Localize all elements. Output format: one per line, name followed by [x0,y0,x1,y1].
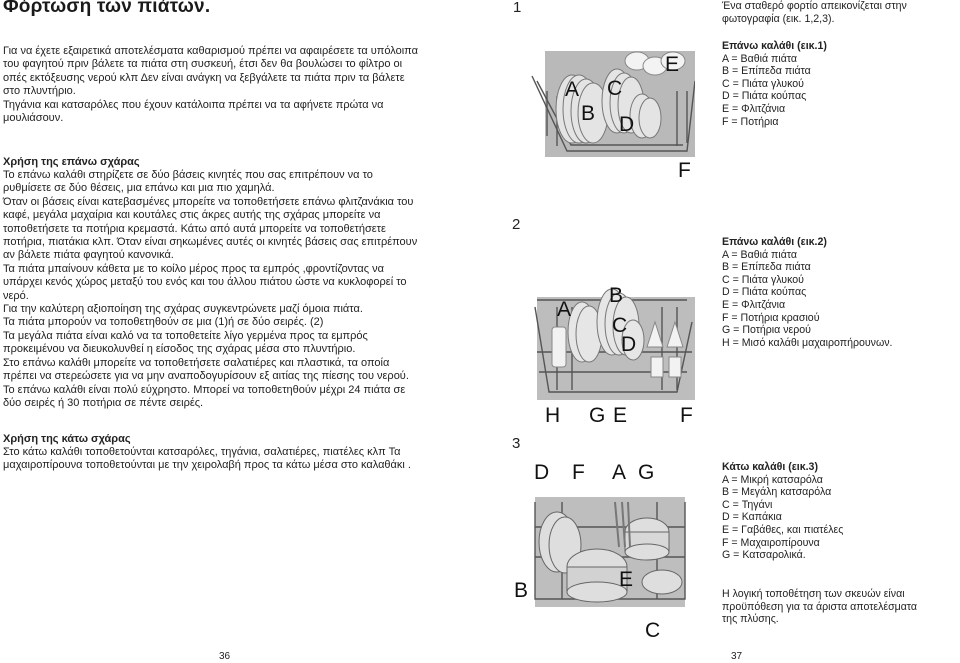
legend-item: A = Βαθιά πιάτα [722,248,798,261]
legend-item: E = Φλιτζάνια [722,298,786,311]
intro-line: Τηγάνια και κατσαρόλες που έχουν κατάλοιπα πρέπει να τα αφήνετε πρώτα να [3,98,384,111]
upper-text-line: αν βάλετε πιάτα φαγητού κανονικά. [3,249,174,262]
intro-line: Για να έχετε εξαιρετικά αποτελέσματα καθαρισμού πρέπει να αφαιρέσετε τα υπόλοιπα [3,45,418,57]
figure-2-label-d: D [621,333,637,356]
lower-text-line: Στο κάτω καλάθι τοποθετούνται κατσαρόλες, τηγάνια, σαλατιέρες, πιατέλες κλπ Τα [3,446,401,458]
figure-3-legend-heading: Κάτω καλάθι (εικ.3) [722,461,818,473]
intro-paragraph [3,45,449,125]
upper-rack-heading: Χρήση της επάνω σχάρας [3,156,140,168]
upper-text-line: Στο επάνω καλάθι μπορείτε να τοποθετήσετε σαλατιέρες και πλαστικά, τα οποία [3,356,390,369]
legend-item: H = Μισό καλάθι μαχαιροπήρουνων. [722,336,893,349]
figure-3-label-a: A [612,461,627,484]
upper-text-line: Τα πιάτα μπορούν να τοποθετηθούν σε μια (1)ή σε δύο σειρές. (2) [3,316,324,329]
upper-text-line: πρέπει να στερεώσετε για να μην αναποδογυρίσουν εξ αιτίας της πίεσης του νερού. [3,370,409,383]
figure-1-legend [722,40,958,128]
figure-2-label-h: H [545,404,561,427]
upper-text-line: προκειμένου να διευκολυνθεί η είσοδος της σχάρας μέσα στο πλυντήριο. [3,343,356,356]
upper-text-line: Το επάνω καλάθι στηρίζετε σε δύο βάσεις κινητές που σας επιτρέπουν να το [3,169,373,181]
legend-item: F = Ποτήρια κρασιού [722,311,820,324]
figure-3-photo [527,487,695,607]
upper-text-line: Για την καλύτερη αξιοποίηση της σχάρας συγκεντρώνετε μαζί όμοια πιάτα. [3,303,363,316]
photo-caption [722,0,958,25]
upper-text-line: τοποθετήσετε τα ποτήρια κρεμαστά. Κάτω από αυτά μπορείτε να τοποθετήσετε [3,222,386,235]
figure-1-legend-heading: Επάνω καλάθι (εικ.1) [722,40,827,52]
legend-item: C = Τηγάνι [722,498,773,511]
figure-1-label-e: E [665,53,680,76]
figure-3-label-e: E [619,568,634,591]
figure-3-label-g: G [638,461,655,484]
note-line: Η λογική τοποθέτηση των σκευών είναι [722,588,905,600]
caption-line: φωτογραφία (εικ. 1,2,3). [722,12,835,25]
page-title: Φόρτωση των πιάτων. [3,0,211,17]
figure-1-label-f: F [678,159,691,182]
legend-item: D = Πιάτα κούπας [722,90,807,103]
lower-rack-heading: Χρήση της κάτω σχάρας [3,433,131,445]
upper-text-line: ρυθμίσετε σε δύο θέσεις, μια επάνω και μια πιο χαμηλά. [3,182,275,195]
figure-1-label-a: A [565,78,580,101]
figure-1-label-b: B [581,102,596,125]
note-line: της πλύσης. [722,613,779,626]
intro-line: οπές εκτόξευσης νερού κλπ Δεν είναι ανάγκη να ξεβγάλετε τα πιάτα πριν τα βάλετε [3,71,405,84]
figure-3-label-b: B [514,579,529,602]
legend-item: A = Μικρή κατσαρόλα [722,473,823,486]
figure-2-photo [527,252,695,400]
intro-line: μουλιάσουν. [3,112,64,125]
figure-3-note [722,588,958,626]
figure-3-label-c: C [645,619,661,642]
legend-item: D = Πιάτα κούπας [722,286,807,299]
legend-item: B = Επίπεδα πιάτα [722,261,811,274]
legend-item: F = Μαχαιροπίρουνα [722,536,820,549]
upper-rack-text [3,169,449,410]
page-number-right: 37 [731,651,743,662]
figure-2-label-a: A [557,298,572,321]
upper-text-line: καφέ, μεγάλα μαχαίρια και κουτάλες στις άκρες αυτής της σχάρας μπορείτε να [3,209,381,222]
figure-number-3: 3 [512,435,521,452]
figure-3-label-d: D [534,461,550,484]
figure-3-legend [722,461,958,562]
upper-text-line: νερό. [3,289,29,302]
legend-item: E = Φλιτζάνια [722,102,786,115]
legend-item: D = Καπάκια [722,511,782,524]
upper-text-line: Το επάνω καλάθι είναι πολύ εύχρηστο. Μπορεί να τοποθετηθούν μέχρι 24 πιάτα σε [3,383,406,396]
figure-2-legend-heading: Επάνω καλάθι (εικ.2) [722,236,827,248]
figure-1-label-c: C [607,77,623,100]
caption-line: Ένα σταθερό φορτίο απεικονίζεται στην [722,0,907,12]
figure-number-2: 2 [512,216,521,233]
figure-2-label-b: B [609,284,624,307]
upper-text-line: υπάρχει κενός χώρος μεταξύ του ενός και του άλλου πιάτου ώστε να κυκλοφορεί το [3,276,407,289]
legend-item: E = Γαβάθες, και πιατέλες [722,523,844,536]
upper-text-line: ποτήρια, πιατάκια κλπ. Όταν είναι σηκωμένες αυτές οι κινητές βάσεις σας επιτρέπουν [3,236,418,249]
upper-text-line: Όταν οι βάσεις είναι κατεβασμένες μπορείτε να τοποθετήσετε επάνω φλιτζανάκια του [3,195,414,208]
figure-2-label-f: F [680,404,693,427]
figure-2-label-c: C [612,314,628,337]
upper-text-line: Τα πιάτα μπαίνουν κάθετα με το κοίλο μέρος προς τα εμπρός ,φροντίζοντας να [3,262,384,275]
intro-line: του φαγητού πριν βάλετε τα πιάτα στη συσκευή, έτσι δεν θα βουλώσει το φίλτρο οι [3,58,403,71]
figure-2-label-e: E [613,404,628,427]
legend-item: B = Επίπεδα πιάτα [722,65,811,78]
figure-2-label-g: G [589,404,606,427]
legend-item: F = Ποτήρια [722,115,779,128]
upper-text-line: δύο σειρές ή 30 ποτήρια σε πέντε σειρές. [3,396,204,409]
figure-number-1: 1 [513,0,522,16]
legend-item: C = Πιάτα γλυκού [722,273,804,286]
legend-item: C = Πιάτα γλυκού [722,77,804,90]
legend-item: B = Μεγάλη κατσαρόλα [722,486,832,499]
page-number-left: 36 [219,651,231,662]
lower-rack-text [3,446,449,473]
figure-2-legend [722,236,958,349]
legend-item: G = Κατσαρολικά. [722,549,806,562]
figure-3-label-f: F [572,461,585,484]
upper-text-line: Τα μεγάλα πιάτα είναι καλό να τα τοποθετείτε λίγο γερμένα προς τα εμπρός [3,329,368,342]
legend-item: A = Βαθιά πιάτα [722,52,798,65]
note-line: προϋπόθεση για τα άριστα αποτελέσματα [722,600,918,613]
intro-line: στο πλυντήριο. [3,85,76,98]
figure-1-label-d: D [619,113,635,136]
figure-1-photo [527,21,695,158]
legend-item: G = Ποτήρια νερού [722,324,811,337]
lower-text-line: μαχαιροπίρουνα τοποθετούνται με την χειρολαβή προς τα κάτω μέσα στο καλαθάκι . [3,459,411,472]
